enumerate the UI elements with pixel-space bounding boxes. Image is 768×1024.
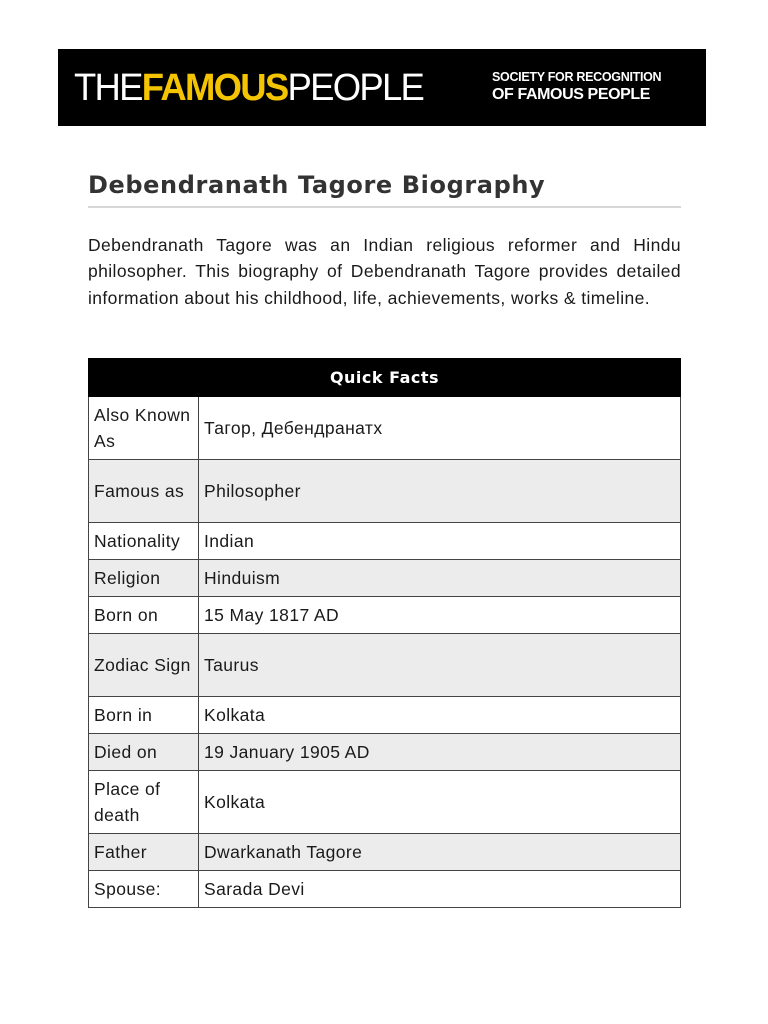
fact-value: 19 January 1905 AD [199,734,681,771]
fact-label: Famous as [89,460,199,523]
fact-value: Philosopher [199,460,681,523]
fact-row-born-on [89,597,681,634]
site-tagline [492,70,661,104]
site-banner [58,49,706,126]
fact-row-famous-as [89,460,681,523]
site-logo[interactable] [74,66,423,110]
fact-row-nationality [89,523,681,560]
fact-row-father [89,834,681,871]
fact-value: Kolkata [199,697,681,734]
fact-label: Born in [89,697,199,734]
fact-label: Nationality [89,523,199,560]
fact-value: 15 May 1817 AD [199,597,681,634]
tagline-line-1: SOCIETY FOR RECOGNITION [492,70,662,84]
fact-value: Sarada Devi [199,871,681,908]
fact-row-place-of-death [89,771,681,834]
fact-label: Spouse: [89,871,199,908]
fact-value: Тагор, Дебендранатх [199,397,681,460]
fact-row-died-on [89,734,681,771]
tagline-line-2: OF FAMOUS PEOPLE [492,86,651,103]
fact-value: Indian [199,523,681,560]
fact-label: Also Known As [89,397,199,460]
logo-part-famous: FAMOUS [141,67,288,109]
fact-row-religion [89,560,681,597]
fact-row-spouse [89,871,681,908]
fact-label: Religion [89,560,199,597]
fact-row-born-in [89,697,681,734]
fact-row-zodiac-sign [89,634,681,697]
quick-facts-header-row [89,359,681,397]
fact-value: Hinduism [199,560,681,597]
logo-part-the: THE [74,67,142,109]
fact-value: Kolkata [199,771,681,834]
page-title: Debendranath Tagore Biography [88,171,546,199]
intro-paragraph: Debendranath Tagore was an Indian religious reformer and Hindu philosopher. This biography of Debendranath Tagore provides detailed information about his childhood, life, achievements, works & timeline. [88,235,681,308]
fact-label: Zodiac Sign [89,634,199,697]
fact-label: Born on [89,597,199,634]
fact-label: Place of death [89,771,199,834]
logo-part-people: PEOPLE [287,67,424,109]
fact-label: Died on [89,734,199,771]
quick-facts-heading: Quick Facts [89,359,681,397]
fact-value: Taurus [199,634,681,697]
fact-value: Dwarkanath Tagore [199,834,681,871]
quick-facts-table [88,358,681,908]
title-divider [88,206,681,208]
fact-label: Father [89,834,199,871]
fact-row-also-known-as [89,397,681,460]
